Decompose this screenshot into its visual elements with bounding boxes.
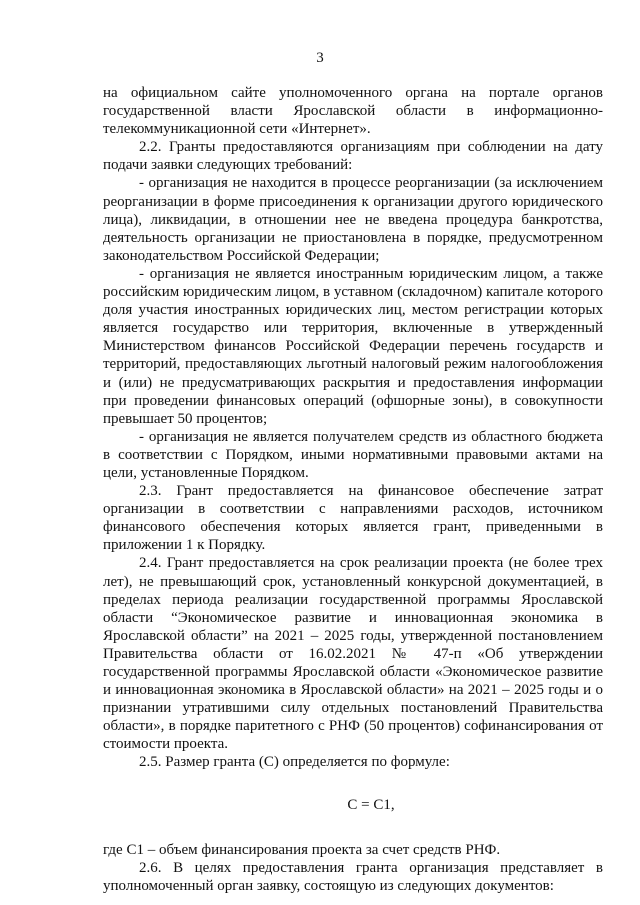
document-body xyxy=(103,84,603,895)
formula-explanation: где С1 – объем финансирования проекта за счет средств РНФ. xyxy=(103,841,501,858)
paragraph-continuation: на официальном сайте уполномоченного органа на портале органов государственной власти Ярославской области в информационно-телекоммуникационной сети «Интернет». xyxy=(103,85,603,138)
requirement-reorganization: - организация не находится в процессе реорганизации (за исключением реорганизации в форме присоединения к организации другого юридического лица), ликвидации, в отношении нее не введена процедура банкротства, деятельность организации не приостановлена в порядке, предусмотренном законодательством Российской Федерации; xyxy=(103,175,603,264)
page-number: 3 xyxy=(316,50,324,66)
requirement-foreign-entity: - организация не является иностранным юридическим лицом, а также российским юридическим лицом, в уставном (складочном) капитале которого доля участия иностранных юридических лиц, местом регистрации которых является государство или территория, включенные в утвержденный Министерством финансов Российской Федерации перечень государств и территорий, предоставляющих льготный налоговый режим налогообложения и (или) не предусматривающих раскрытия и предоставления информации при проведении финансовых операций (офшорные зоны), в совокупности превышает 50 процентов; xyxy=(103,265,603,427)
paragraph-2-6: 2.6. В целях предоставления гранта организация представляет в уполномоченный орган заявку, состоящую из следующих документов: xyxy=(103,859,603,894)
paragraph-2-3: 2.3. Грант предоставляется на финансовое обеспечение затрат организации в соответствии с направлениями расходов, источником финансового обеспечения которых является грант, приведенными в приложении 1 к Порядку. xyxy=(103,483,603,554)
requirement-budget-recipient: - организация не является получателем средств из областного бюджета в соответствии с Порядком, иными нормативными правовыми актами на цели, установленные Порядком. xyxy=(103,428,603,481)
paragraph-2-4: 2.4. Грант предоставляется на срок реализации проекта (не более трех лет), не превышающий срок, установленный конкурсной документацией, в пределах периода реализации государственной программы Ярославской области “Экономическое развитие и инновационная экономика в Ярославской области” на 2021 – 2025 годы, утвержденной постановлением Правительства области от 16.02.2021 № 47-п «Об утверждении государственной программы Ярославской области «Экономическое развитие и инновационная экономика в Ярославской области» на 2021 – 2025 годы и о признании утратившими силу отдельных постановлений Правительства области», в порядке паритетного с РНФ (50 процентов) софинансирования от стоимости проекта. xyxy=(103,555,603,753)
grant-formula: С = С1, xyxy=(347,796,395,813)
paragraph-2-5: 2.5. Размер гранта (С) определяется по формуле: xyxy=(139,754,450,771)
paragraph-2-2: 2.2. Гранты предоставляются организациям при соблюдении на дату подачи заявки следующих требований: xyxy=(103,139,603,174)
